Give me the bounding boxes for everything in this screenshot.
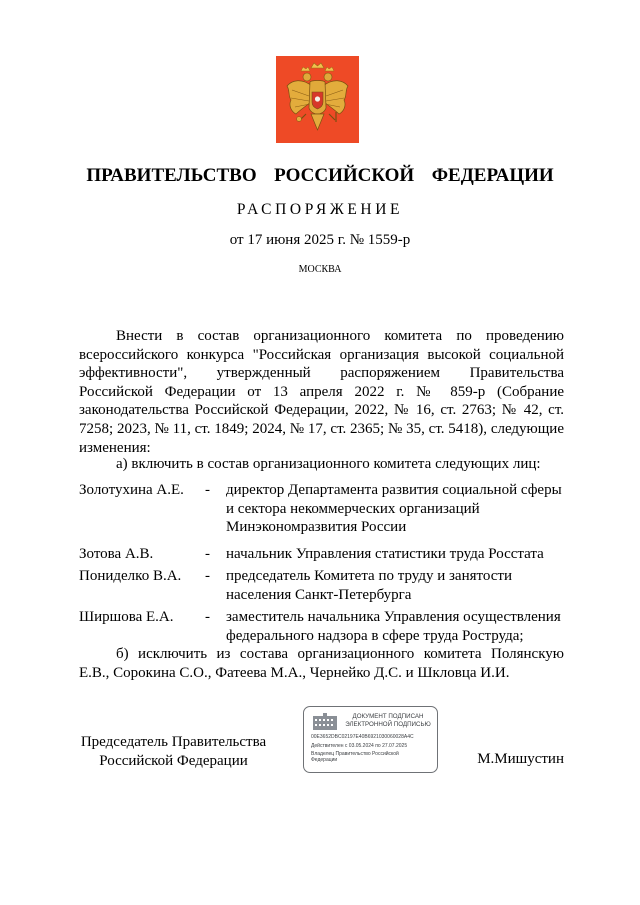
person-row	[79, 481, 564, 545]
person-description: заместитель начальника Управления осуществления федерального надзора в сфере труда Роструда;	[226, 609, 561, 644]
person-row	[79, 567, 564, 608]
document-type: РАСПОРЯЖЕНИЕ	[236, 201, 404, 218]
person-description: начальник Управления статистики труда Росстата	[226, 546, 544, 562]
person-name: Зотова А.В.	[79, 546, 154, 562]
signatory-name: М.Мишустин	[477, 751, 564, 767]
coat-of-arms-icon	[276, 56, 359, 143]
certificate-validity: Действителен с 03.05.2024 по 27.07.2025	[311, 743, 408, 749]
person-name: Ширшова Е.А.	[79, 609, 174, 625]
person-row	[79, 545, 564, 567]
paragraph-b: б) исключить из состава организационного комитета Полянскую Е.В., Сорокина С.О., Фатеева М.А., Чернейко Д.С. и Шкловца И.И.	[79, 646, 564, 681]
person-description: директор Департамента развития социальной сферы и сектора некоммерческих организаций Минэкономразвития России	[226, 482, 562, 536]
paragraph-a: а) включить в состав организационного комитета следующих лиц:	[116, 456, 541, 472]
persons-list	[79, 481, 564, 648]
government-title: ПРАВИТЕЛЬСТВО РОССИЙСКОЙ ФЕДЕРАЦИИ	[86, 165, 554, 186]
person-name: Пониделко В.А.	[79, 568, 182, 584]
person-dash: -	[205, 609, 210, 625]
person-dash: -	[205, 482, 210, 498]
certificate-owner: Владелец Правительство Российской	[311, 751, 399, 757]
person-dash: -	[205, 568, 210, 584]
person-row	[79, 608, 564, 648]
person-name: Золотухина А.Е.	[79, 482, 184, 498]
document-date-number: от 17 июня 2025 г. № 1559-р	[229, 232, 411, 248]
government-building-icon	[311, 713, 339, 731]
person-description: председатель Комитета по труду и занятости населения Санкт-Петербурга	[226, 568, 512, 603]
city-name: МОСКВА	[298, 264, 342, 275]
certificate-serial: 00E3652DBC02197E40B6921030060028A4C	[311, 734, 414, 740]
electronic-signature-stamp	[303, 706, 438, 773]
intro-paragraph: Внести в состав организационного комитета по проведению всероссийского конкурса "Российская организация высокой социальной эффективности", утвержденный распоряжением Правительства Российской Федерации от 13 апреля 2022 г. № 859-р (Собрание законодательства Российской Федерации, 2022, № 16, ст. 2763; № 42, ст. 7258; 2023, № 11, ст. 1849; 2024, № 17, ст. 2365; № 35, ст. 5418), следующие изменения:	[79, 328, 564, 456]
person-dash: -	[205, 546, 210, 562]
signatory-position: Председатель Правительства Российской Федерации	[80, 734, 267, 769]
certificate-owner-cont: Федерации	[311, 757, 338, 763]
stamp-title: ДОКУМЕНТ ПОДПИСАН ЭЛЕКТРОННОЙ ПОДПИСЬЮ	[345, 713, 431, 728]
